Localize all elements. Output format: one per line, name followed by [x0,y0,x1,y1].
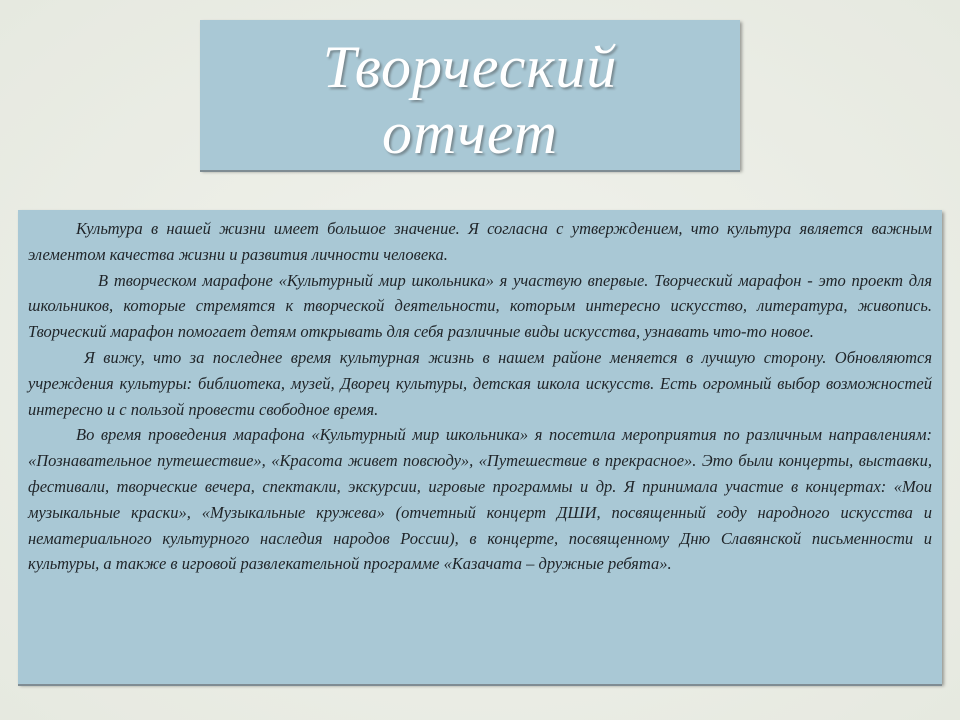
title-box [200,20,740,170]
paragraph-3: Я вижу, что за последнее время культурная жизнь в нашем районе меняется в лучшую сторону. Обновляются учреждения культуры: библиотека, музей, Дворец культуры, детская школа искусств. Есть огромный выбор возможностей интересно и с пользой провести свободное время. [28,347,932,419]
paragraph-4: Во время проведения марафона «Культурный мир школьника» я посетила мероприятия по различным направлениям: «Познавательное путешествие», «Красота живет повсюду», «Путешествие в прекрасное». Это были концерты, выставки, фестивали, творческие вечера, спектакли, экскурсии, игровые программы и др. Я принимала участие в концертах: «Мои музыкальные краски», «Музыкальные кружева» (отчетный концерт ДШИ, посвященный году народного искусства и нематериального культурного наследия народов России), в концерте, посвященному Дню Славянской письменности и культуры, а также в игровой развлекательной программе «Казачата – дружные ребята». [28,425,932,574]
body-text-box [18,210,942,684]
title-line-1: Творческий [322,34,618,100]
paragraph-2: В творческом марафоне «Культурный мир школьника» я участвую впервые. Творческий марафон - это проект для школьников, которые стремятся к творческой деятельности, которым интересно искусство, литература, живопись. Творческий марафон помогает детям открывать для себя различные виды искусства, узнавать что-то новое. [28,270,932,342]
paragraph-1: Культура в нашей жизни имеет большое значение. Я согласна с утверждением, что культура является важным элементом качества жизни и развития личности человека. [28,219,932,264]
title-line-2: отчет [381,100,559,166]
